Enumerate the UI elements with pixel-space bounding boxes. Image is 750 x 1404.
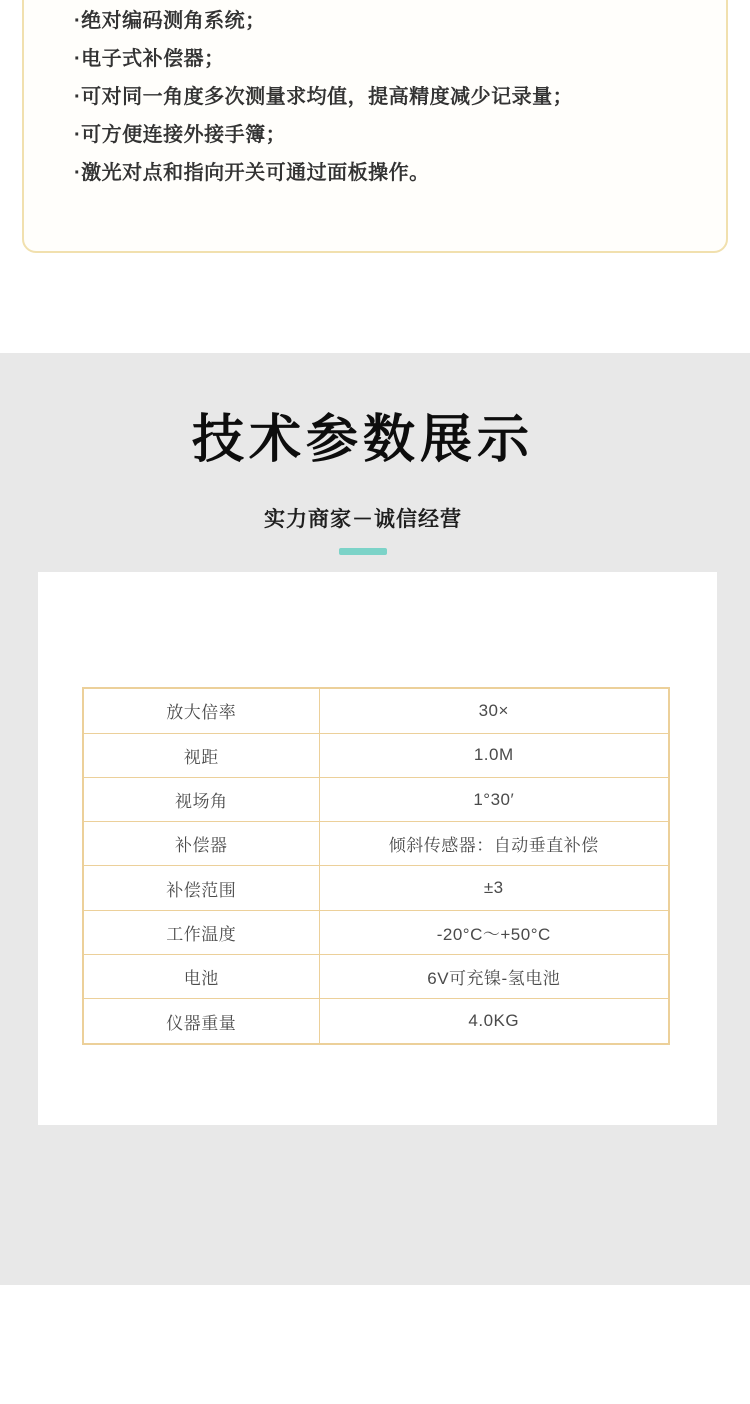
spec-value: 1°30′: [319, 777, 669, 821]
title-underline-bar: [339, 548, 387, 555]
table-row: [83, 822, 669, 866]
spec-value: 4.0KG: [319, 999, 669, 1044]
spec-label: 补偿范围: [83, 866, 319, 910]
spec-label: 视距: [83, 733, 319, 777]
spec-value: 倾斜传感器：自动垂直补偿: [319, 822, 669, 866]
table-row: [83, 910, 669, 954]
feature-item: ·绝对编码测角系统；: [74, 10, 266, 32]
spec-value: ±3: [319, 866, 669, 910]
spec-value: -20°C～+50°C: [319, 910, 669, 954]
table-row: [83, 955, 669, 999]
feature-list: [74, 2, 706, 192]
table-row: [83, 777, 669, 821]
specs-section: [0, 353, 750, 1285]
table-row: [83, 733, 669, 777]
spec-label: 放大倍率: [83, 688, 319, 733]
spec-value: 6V可充镍-氢电池: [319, 955, 669, 999]
table-row: [83, 688, 669, 733]
spec-label: 工作温度: [83, 910, 319, 954]
table-row: [83, 866, 669, 910]
section-title: 技术参数展示: [191, 411, 534, 469]
spec-label: 补偿器: [83, 822, 319, 866]
feature-item: ·可对同一角度多次测量求均值，提高精度减少记录量；: [74, 86, 574, 108]
section-subtitle: 实力商家－诚信经营: [264, 508, 462, 531]
feature-item: ·激光对点和指向开关可通过面板操作。: [74, 162, 430, 184]
spec-value: 30×: [319, 688, 669, 733]
specs-table: [82, 687, 670, 1045]
table-row: [83, 999, 669, 1044]
spec-label: 视场角: [83, 777, 319, 821]
spec-label: 电池: [83, 955, 319, 999]
feature-item: ·可方便连接外接手簿；: [74, 124, 287, 146]
specs-card: [38, 572, 717, 1125]
spec-value: 1.0M: [319, 733, 669, 777]
feature-item: ·电子式补偿器；: [74, 48, 225, 70]
spec-label: 仪器重量: [83, 999, 319, 1044]
feature-highlights-box: [22, 0, 728, 253]
